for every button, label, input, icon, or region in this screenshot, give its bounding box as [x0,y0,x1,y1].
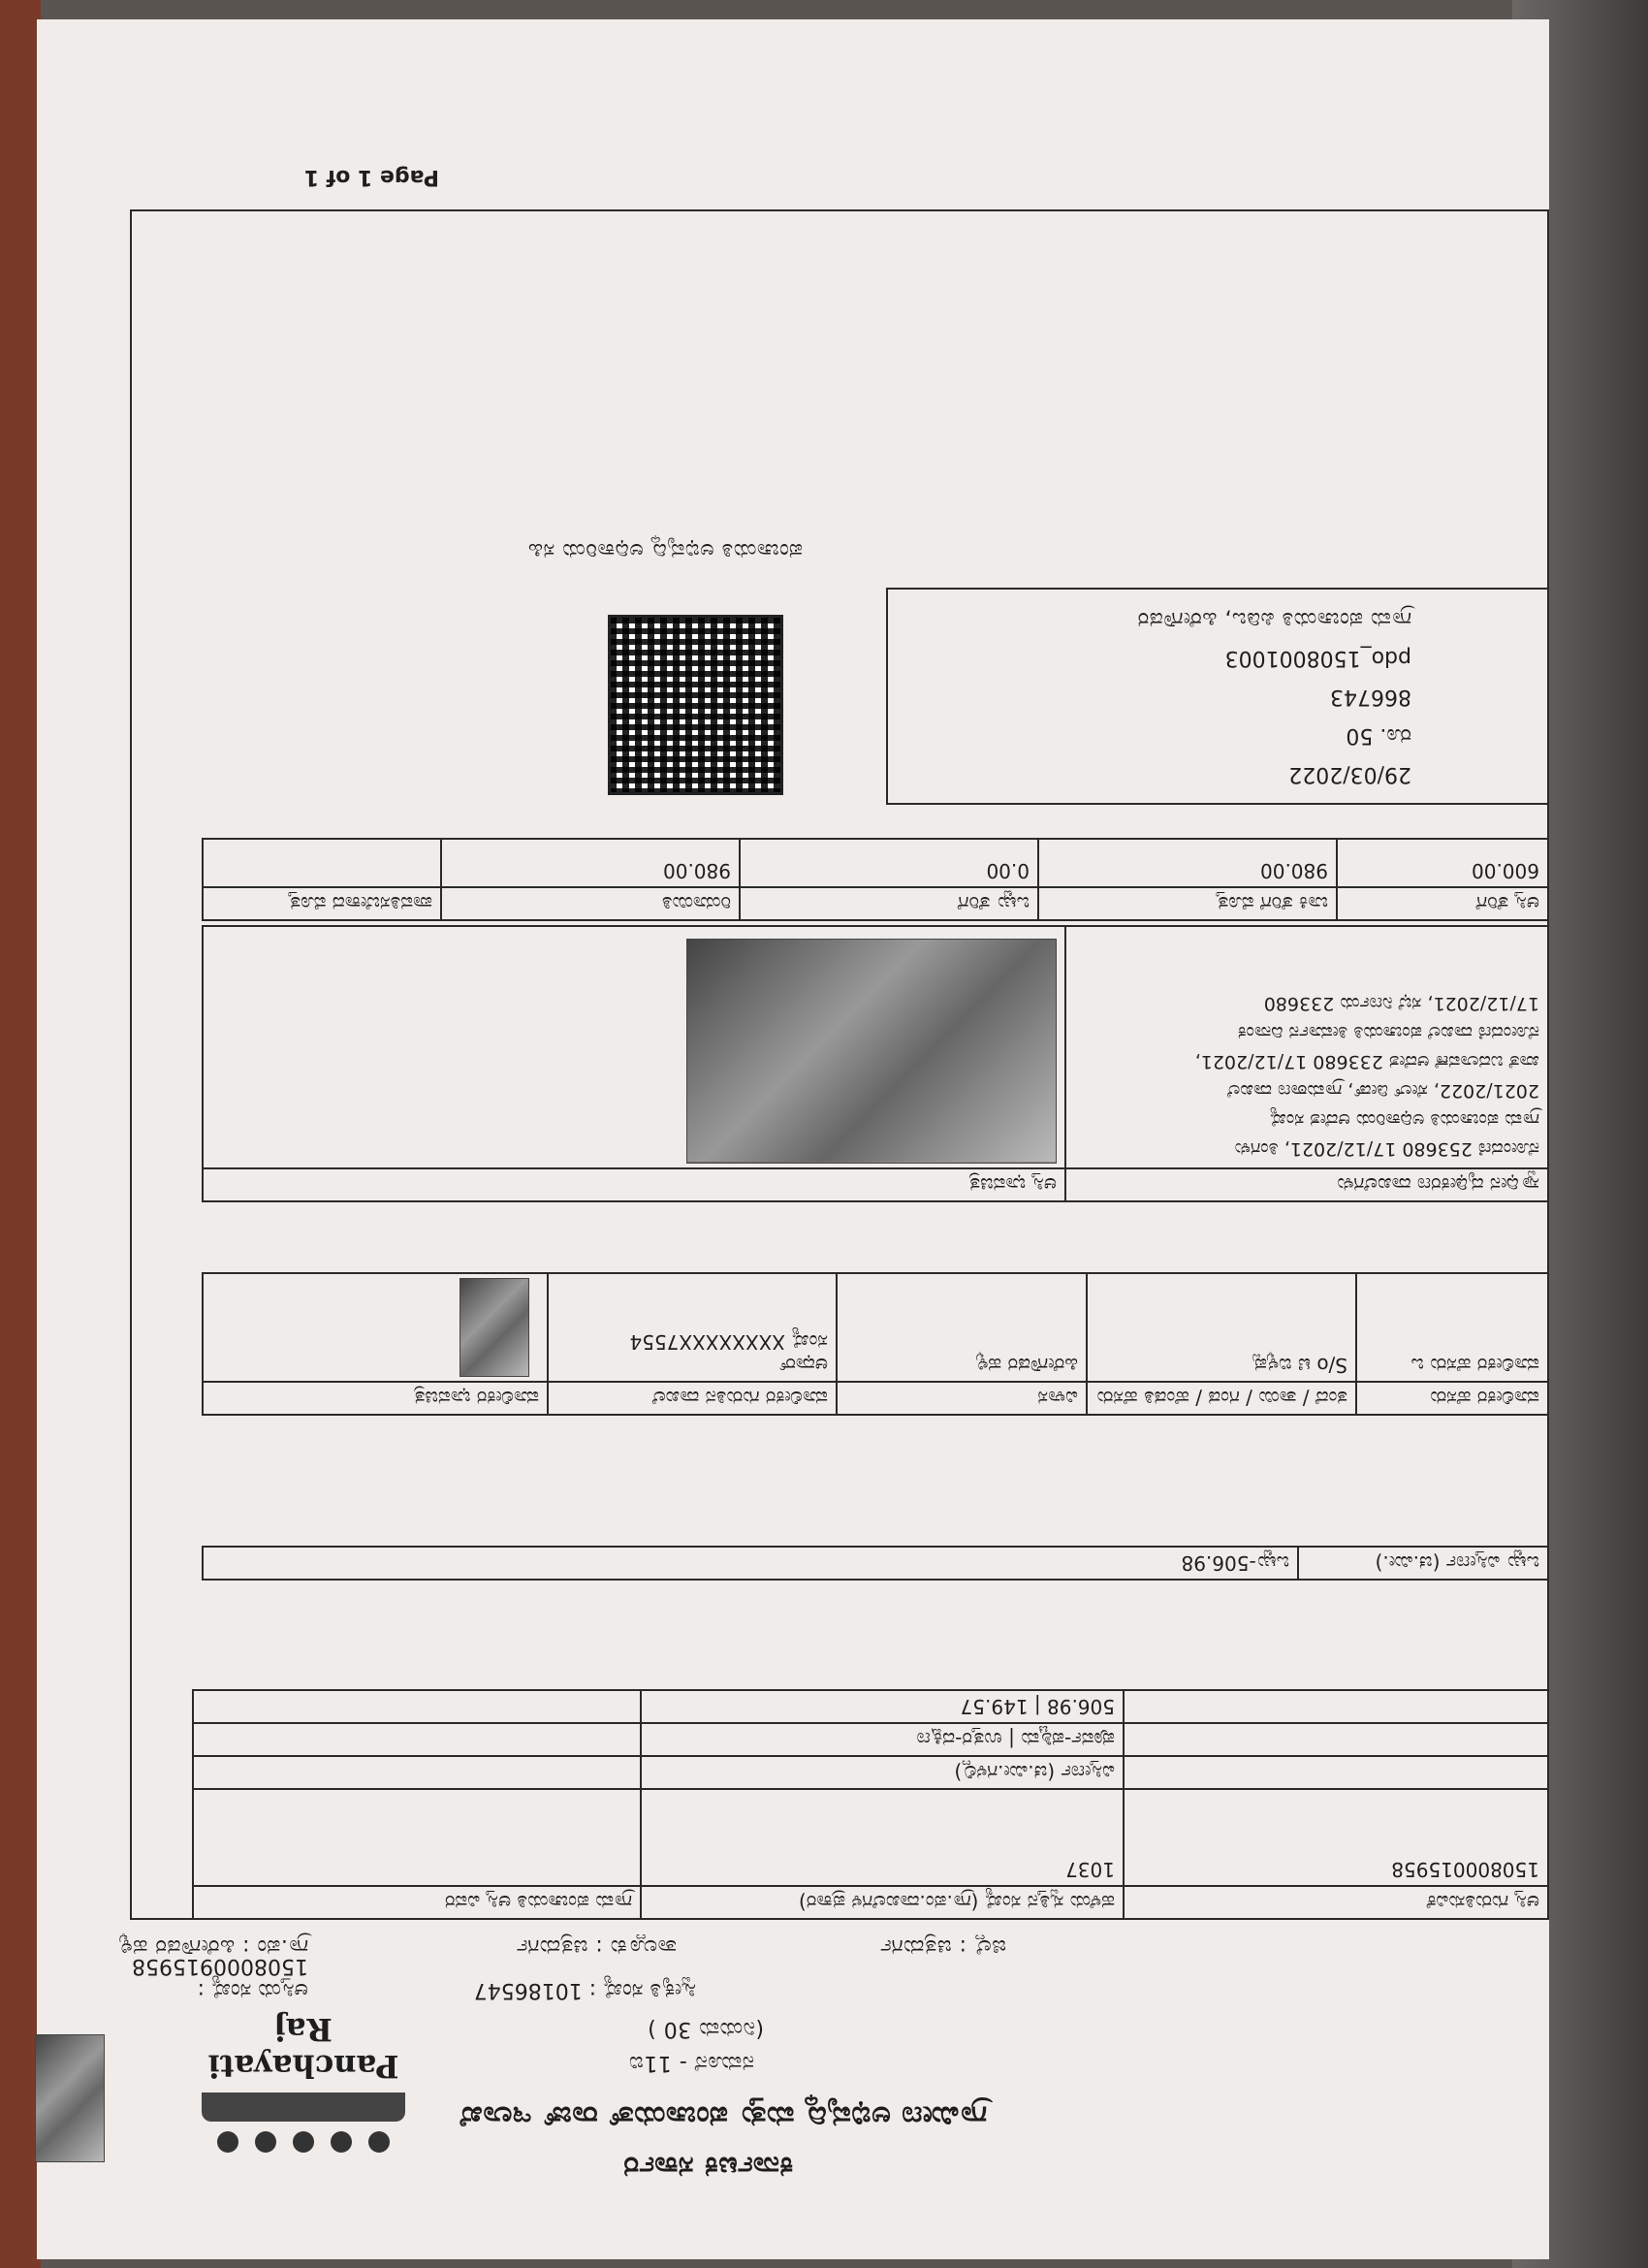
documents-table [202,925,1549,1202]
old-number-value: 1037 [641,1789,1124,1886]
pdo-signature-label: ಪಂಚಾಯತಿ ಅಭಿವೃದ್ಧಿ ಅಧಿಕಾರಿಯ ಸಹಿ [527,538,803,562]
address-header: ವಿಳಾಸ [837,1382,1087,1415]
photo-header: ಮಾಲೀಕರ ಭಾವಚಿತ್ರ [203,1382,548,1415]
area-value: 506.98 [1047,1695,1115,1718]
dimension-value: 149.57 [960,1695,1029,1718]
rotated-document [37,19,1549,2259]
dimension-labels: ಪೂರ್ವ-ಪಶ್ಚಿಮ | ಉತ್ತರ-ದಕ್ಷಿಣ [641,1723,1124,1756]
rule-reference: (ನಿಯಮ 30 ) [647,2017,764,2041]
ack-number: 10186547 [473,1978,583,2002]
tax-header-5: ಪಾವತಿಸಬೇಕಾದ ಮೊತ್ತ [203,887,441,920]
dim-empty [1124,1723,1548,1756]
tax-header-1: ಆಸ್ತಿ ತೆರಿಗೆ [1337,887,1548,920]
tax-value-5 [203,839,441,887]
owner-address: ಹಿರೇಗೌಡರ ಹಳ್ಳಿ [837,1273,1087,1382]
ack-number-row: ಸ್ವೀಕೃತಿ ಸಂಖ್ಯೆ : 10186547 [473,1978,696,2002]
owner-value-row [203,1273,1548,1382]
logo-dot-icon [255,2131,276,2153]
tax-header-2: ಬಾಕಿ ತೆರಿಗೆ ಮೊತ್ತ [1038,887,1337,920]
owner-id-number: ಸಂಖ್ಯೆ XXXXXXXX7554 [629,1330,828,1354]
area-value-row [193,1690,1548,1723]
area-label-cell [1124,1756,1548,1789]
documents-header: ಸ್ವಾಧೀನ ದೃಢೀಕರಣ ದಾಖಲೆಗಳು [1065,1168,1548,1201]
property-number-row: ಆಸ್ತಿಯ ಸಂಖ್ಯೆ : 1508000915958 [132,1954,308,2002]
doc-line: 2021/2022, ಸೇಲ್ ಡೀಡ್, ಗ್ರಾಮಠಾಣ ದಾಖಲೆ [1227,1080,1539,1102]
area-empty-4 [193,1690,641,1723]
owner-id [548,1273,837,1382]
property-table [192,1689,1549,1920]
tax-header-4: ರಿಯಾಯಿತಿ [441,887,740,920]
col-old-number: ಹಳೆಯ ಸ್ವತ್ತಿನ ಸಂಖ್ಯೆ (ಗ್ರಾ.ಪಂ.ದಾಖಲೆಗಳ ಪ್ರಕಾರ) [641,1886,1124,1919]
property-number: 1508000915958 [132,1954,308,1978]
total-area-value: ಒಟ್ಟು-506.98 [203,1547,1298,1580]
district-name: ಚಿತ್ರದುರ್ಗ [879,1934,952,1959]
north-south-label: ಉತ್ತರ-ದಕ್ಷಿಣ [916,1728,1002,1751]
area-empty-3 [1124,1690,1548,1723]
gp-name: ಹಿರೇಗೌಡರ ಹಳ್ಳಿ [118,1934,236,1959]
logo-dot-icon [368,2131,390,2153]
col-identification: ಆಸ್ತಿ ಗುರುತಿಸುವಿಕೆ [1124,1886,1548,1919]
documents-value-row [203,926,1548,1168]
east-west-label: ಪೂರ್ವ-ಪಶ್ಚಿಮ [1021,1728,1115,1751]
issue-officer-id: pdo_1508001003 [1224,646,1411,670]
gp-label: ಗ್ರಾ.ಪಂ : [235,1934,308,1959]
panchayati-raj-logo [192,2011,415,2153]
logo-text: Panchayati Raj [207,2011,399,2085]
doc-line: ಖಾತೆ ಬದಲಾವಣೆ ಆದೇಶ 233680 17/12/2021, [1194,1051,1539,1072]
doc-line: ಗ್ರಾಮ ಪಂಚಾಯತಿ ಅಧಿಕಾರಿಯ ಆದೇಶ ಸಂಖ್ಯೆ [1269,1109,1539,1131]
government-title: ಕರ್ನಾಟಕ ಸರ್ಕಾರ [622,2150,793,2184]
area-label: ವಿಸ್ತೀರ್ಣ (ಚ.ಮೀ.ಗಳಲ್ಲಿ) [641,1756,1124,1789]
form-name: ನಮೂನೆ - 11ಬಿ [628,2051,754,2075]
property-value-row [193,1789,1548,1886]
area-dim-row [193,1723,1548,1756]
issue-box [886,588,1549,805]
issue-receipt: 866743 [1330,685,1411,709]
area-header-row [193,1756,1548,1789]
col-note: ಗ್ರಾಮ ಪಂಚಾಯತಿ ಆಸ್ತಿ ವಿವರ [193,1886,641,1919]
tax-header-3: ಒಟ್ಟು ತೆರಿಗೆ [740,887,1038,920]
relation-header: ತಂದೆ / ತಾಯಿ / ಗಂಡ / ಹೆಂಡತಿ ಹೆಸರು [1087,1382,1356,1415]
emblem-image [35,2034,105,2162]
property-photo-cell [203,926,1065,1168]
department-title: ಗ್ರಾಮೀಣ ಅಭಿವೃದ್ಧಿ ಮತ್ತು ಪಂಚಾಯತ್ ರಾಜ್ ಇಲಾಖೆ [460,2099,987,2133]
total-area-table [202,1546,1549,1581]
district-label: ಜಿಲ್ಲೆ : [951,1934,1006,1959]
tax-header-row [203,887,1548,920]
book-spine [0,0,41,2268]
owner-table [202,1272,1549,1416]
property-photo [686,939,1057,1164]
taluk [516,1934,677,1959]
issue-officer: ಗ್ರಾಮ ಪಂಚಾಯತಿ ಪಿಡಿಒ, ಹಿರೇಗೌಡರ [1137,607,1411,631]
doc-line: ನೋಂದಣಿ 253680 17/12/2021, ತಿಂಗಳು [1234,1138,1539,1160]
dim-empty-2 [193,1723,641,1756]
owner-name: ಮಾಲೀಕರ ಹೆಸರು ಒ [1356,1273,1548,1382]
page-number: Page 1 of 1 [303,165,439,189]
logo-dot-icon [293,2131,314,2153]
owner-relation: S/o ಟಿ ಬಿಳ್ಳಪ್ಪ [1087,1273,1356,1382]
doc-line: 17/12/2021, ಸಭೆ ನಿರ್ಣಯ 233680 [1263,993,1539,1014]
logo-dot-icon [217,2131,238,2153]
issue-details [888,599,1411,793]
doc-line: ನೋಂದಣಿ ದಾಖಲೆ ಪಂಚಾಯತಿ ತೀರ್ಮಾನ ದಿನಾಂಕ [1237,1022,1539,1043]
tax-value-2: 980.00 [1038,839,1337,887]
property-number-label: ಆಸ್ತಿಯ ಸಂಖ್ಯೆ [211,1978,308,2002]
property-header-row [193,1886,1548,1919]
total-area-label: ಒಟ್ಟು ವಿಸ್ತೀರ್ಣ (ಚ.ಮೀ.) [1298,1547,1548,1580]
issue-date: 29/03/2022 [1288,762,1411,786]
issue-fee: ರೂ. 50 [1346,723,1411,748]
identification-value: 150800015958 [1124,1789,1548,1886]
documents-header-row [203,1168,1548,1201]
taluk-name: ಚಿತ್ರದುರ್ಗ [516,1934,588,1959]
tax-value-1: 600.00 [1337,839,1548,887]
gram-panchayat [119,1934,308,1959]
owner-name-header: ಮಾಲೀಕರ ಹೆಸರು [1356,1382,1548,1415]
document-sheet [37,19,1549,2259]
owner-photo-cell [203,1273,548,1382]
tax-value-row [203,839,1548,887]
owner-photo [460,1278,529,1377]
tax-value-3: 0.00 [740,839,1038,887]
taluk-label: ತಾಲ್ಲೂಕು : [587,1934,677,1959]
qr-code [608,615,783,795]
owner-header-row [203,1382,1548,1415]
ack-number-label: ಸ್ವೀಕೃತಿ ಸಂಖ್ಯೆ [603,1978,696,2002]
district [880,1934,1006,1959]
logo-shape-icon [202,2092,405,2122]
area-empty [193,1756,641,1789]
id-header: ಮಾಲೀಕರ ಗುರುತಿನ ದಾಖಲೆ [548,1382,837,1415]
owner-id-type: ಆಧಾರ್ [778,1354,828,1377]
tax-table [202,838,1549,921]
note-cell [193,1789,641,1886]
documents-detail [1065,926,1548,1168]
tax-value-4: 980.00 [441,839,740,887]
logo-dot-icon [331,2131,352,2153]
area-values: 506.98 | 149.57 [641,1690,1124,1723]
property-photo-header: ಆಸ್ತಿ ಭಾವಚಿತ್ರ [203,1168,1065,1201]
